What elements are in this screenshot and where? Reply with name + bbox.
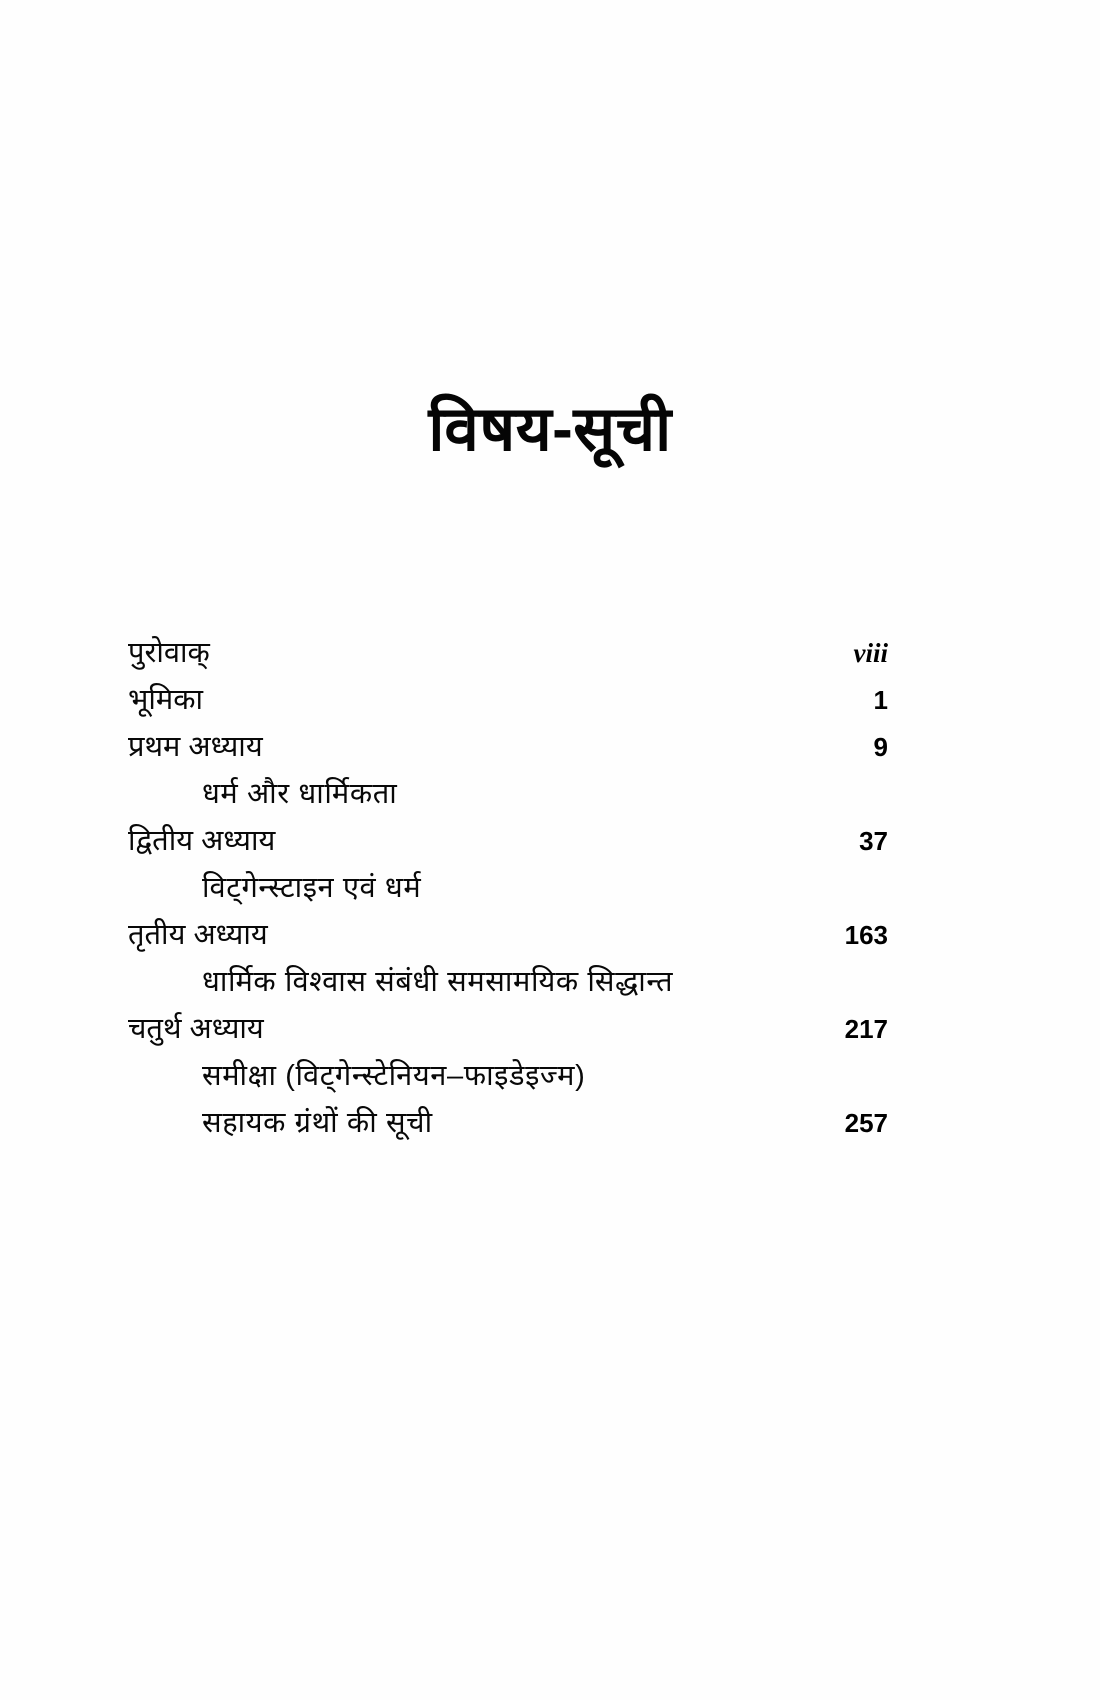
toc-entry-label: तृतीय अध्याय <box>128 918 268 951</box>
toc-entry-label: विट्गेन्स्टाइन एवं धर्म <box>202 871 422 904</box>
toc-entry[interactable] <box>128 959 888 1006</box>
toc-entry-page-number: viii <box>853 638 888 668</box>
toc-entry[interactable] <box>128 724 888 771</box>
toc-entry[interactable] <box>128 630 888 677</box>
toc-entry-label: धार्मिक विश्वास संबंधी समसामयिक सिद्धान्त <box>202 965 674 998</box>
toc-entry-label: चतुर्थ अध्याय <box>128 1012 264 1045</box>
toc-entry[interactable] <box>128 1053 888 1100</box>
toc-entry[interactable] <box>128 865 888 912</box>
toc-entry-label: प्रथम अध्याय <box>128 730 263 763</box>
toc-entry[interactable] <box>128 1100 888 1147</box>
toc-entry-label: सहायक ग्रंथों की सूची <box>202 1106 433 1139</box>
toc-entry[interactable] <box>128 818 888 865</box>
toc-entry[interactable] <box>128 912 888 959</box>
toc-entry-page-number: 9 <box>873 731 888 762</box>
toc-entry-label: द्वितीय अध्याय <box>128 824 276 857</box>
toc-entry[interactable] <box>128 677 888 724</box>
table-of-contents-list <box>128 630 888 1147</box>
toc-entry-label: समीक्षा (विट्गेन्स्टेनियन–फाइडेइज्म) <box>202 1059 586 1092</box>
toc-entry-page-number: 163 <box>844 919 888 950</box>
toc-entry-page-number: 217 <box>844 1013 888 1044</box>
toc-entry[interactable] <box>128 771 888 818</box>
toc-entry-page-number: 257 <box>844 1107 888 1138</box>
toc-entry-page-number: 1 <box>873 684 888 715</box>
page-title: विषय-सूची <box>428 394 672 464</box>
toc-entry-label: धर्म और धार्मिकता <box>202 777 398 810</box>
toc-entry-label: पुरोवाक् <box>128 637 210 669</box>
toc-entry-label: भूमिका <box>128 683 204 716</box>
toc-entry-page-number: 37 <box>859 825 888 856</box>
toc-entry[interactable] <box>128 1006 888 1053</box>
